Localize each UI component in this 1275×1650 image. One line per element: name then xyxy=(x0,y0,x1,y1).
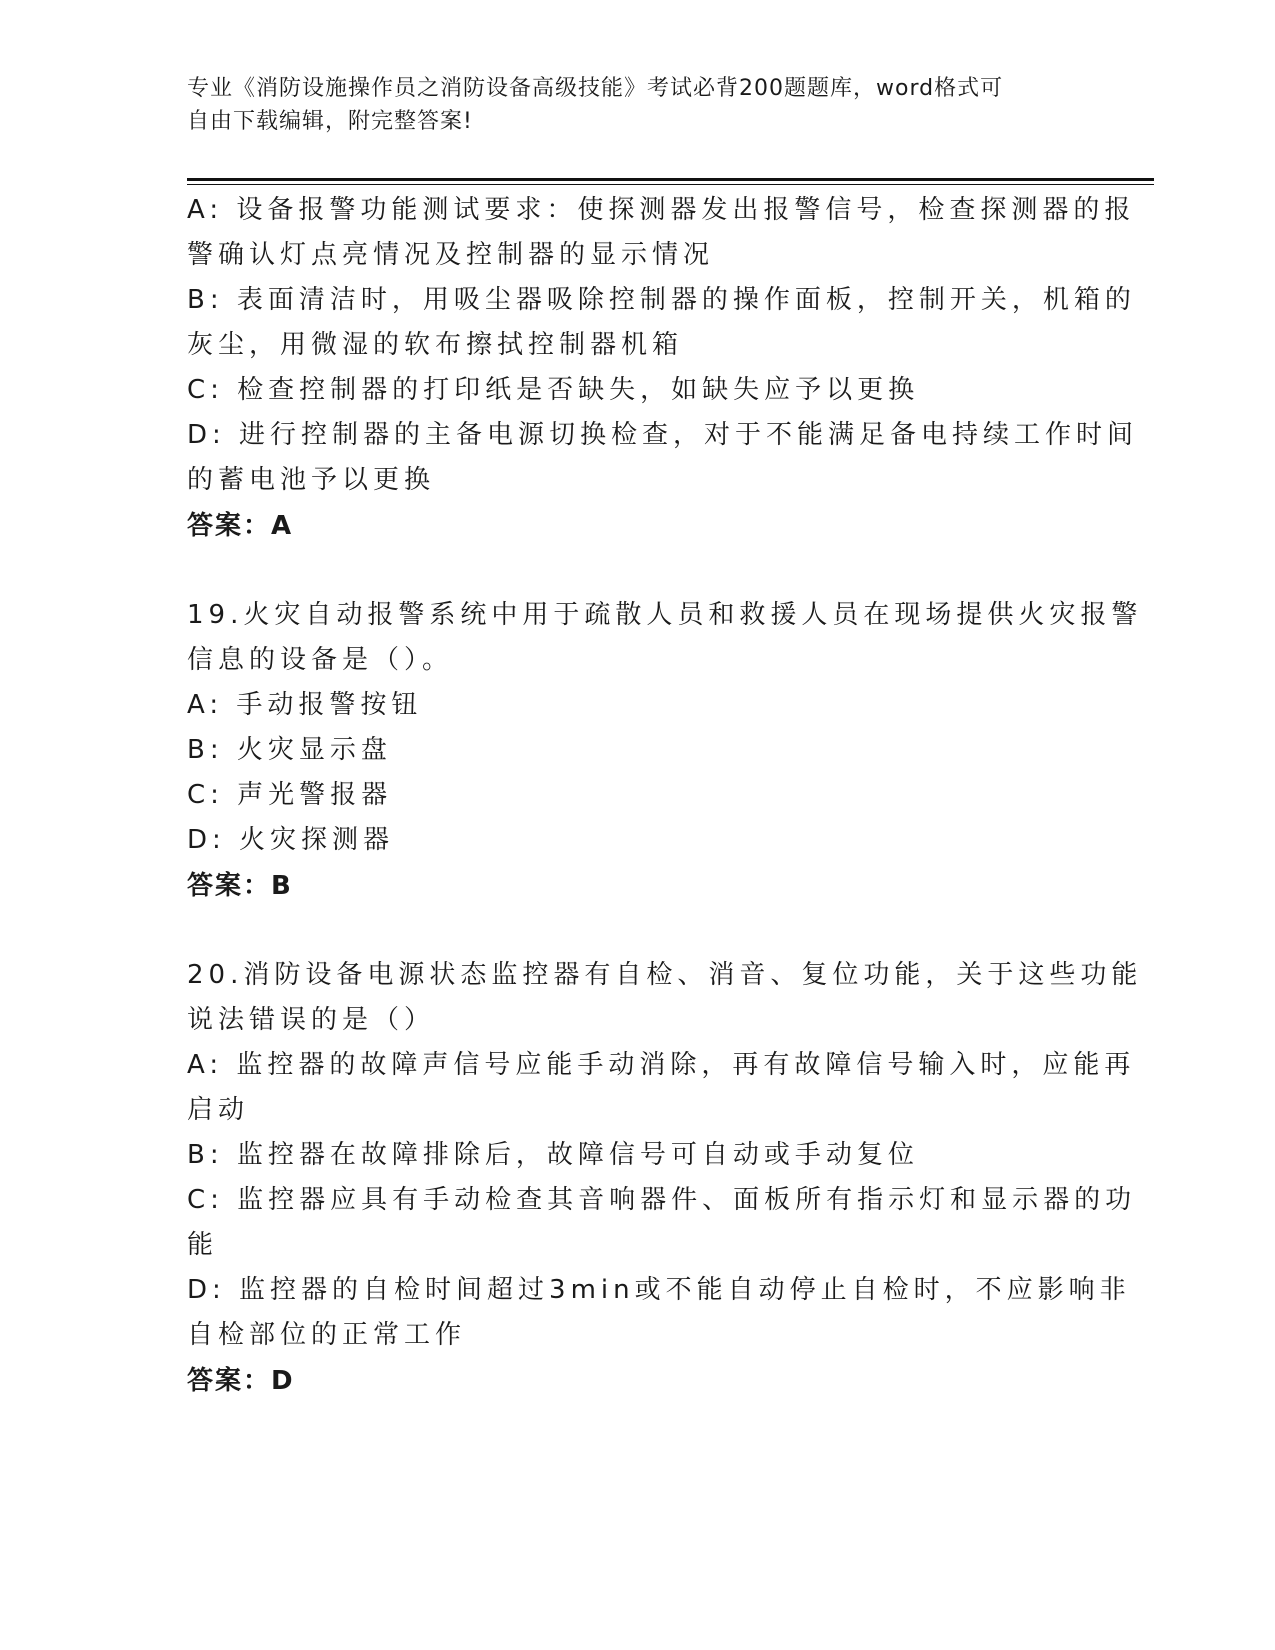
q20-option-d-line-2: 自检部位的正常工作 xyxy=(187,1320,467,1350)
q20-option-a-line-1: A: 监控器的故障声信号应能手动消除，再有故障信号输入时，应能再 xyxy=(187,1050,1136,1080)
q19-option-a: A: 手动报警按钮 xyxy=(187,690,423,720)
q19-stem-line-2: 信息的设备是（）。 xyxy=(187,645,454,675)
question-19 xyxy=(187,593,1143,909)
q18-option-a-line-1: A: 设备报警功能测试要求：使探测器发出报警信号，检查探测器的报 xyxy=(187,195,1136,225)
q18-option-c: C: 检查控制器的打印纸是否缺失，如缺失应予以更换 xyxy=(187,375,920,405)
q20-answer: 答案：D xyxy=(187,1366,295,1396)
question-18 xyxy=(187,188,1139,549)
header-divider-thin xyxy=(187,184,1154,185)
q18-option-b-line-1: B: 表面清洁时，用吸尘器吸除控制器的操作面板，控制开关，机箱的 xyxy=(187,285,1136,315)
header-divider-thick xyxy=(187,178,1154,181)
q19-option-b: B: 火灾显示盘 xyxy=(187,735,392,765)
q19-stem-line-1: 19.火灾自动报警系统中用于疏散人员和救援人员在现场提供火灾报警 xyxy=(187,600,1143,630)
question-list xyxy=(187,188,1143,1404)
q19-option-c: C: 声光警报器 xyxy=(187,780,393,810)
q20-option-c-line-2: 能 xyxy=(187,1230,219,1260)
q18-option-b-line-2: 灰尘，用微湿的软布擦拭控制器机箱 xyxy=(187,330,684,360)
q18-answer: 答案：A xyxy=(187,511,294,541)
q20-stem-line-1: 20.消防设备电源状态监控器有自检、消音、复位功能，关于这些功能 xyxy=(187,960,1143,990)
question-spacer xyxy=(187,909,1077,953)
q18-option-d-line-2: 的蓄电池予以更换 xyxy=(187,465,436,495)
q18-option-d-line-1: D: 进行控制器的主备电源切换检查，对于不能满足备电持续工作时间 xyxy=(187,420,1139,450)
q20-option-b: B: 监控器在故障排除后，故障信号可自动或手动复位 xyxy=(187,1140,919,1170)
q20-option-c-line-1: C: 监控器应具有手动检查其音响器件、面板所有指示灯和显示器的功 xyxy=(187,1185,1137,1215)
q20-option-d-line-1: D: 监控器的自检时间超过3min或不能自动停止自检时，不应影响非 xyxy=(187,1275,1131,1305)
header-line-2: 自由下载编辑，附完整答案! xyxy=(187,109,473,134)
q20-stem-line-2: 说法错误的是（） xyxy=(187,1005,436,1035)
q19-answer: 答案：B xyxy=(187,871,293,901)
question-spacer xyxy=(187,549,1077,593)
q20-option-a-line-2: 启动 xyxy=(187,1095,250,1125)
q19-option-d: D: 火灾探测器 xyxy=(187,825,395,855)
question-20 xyxy=(187,953,1143,1404)
header-line-1: 专业《消防设施操作员之消防设备高级技能》考试必背200题题库，word格式可 xyxy=(187,76,1004,101)
document-header xyxy=(187,72,1067,138)
q18-option-a-line-2: 警确认灯点亮情况及控制器的显示情况 xyxy=(187,240,715,270)
